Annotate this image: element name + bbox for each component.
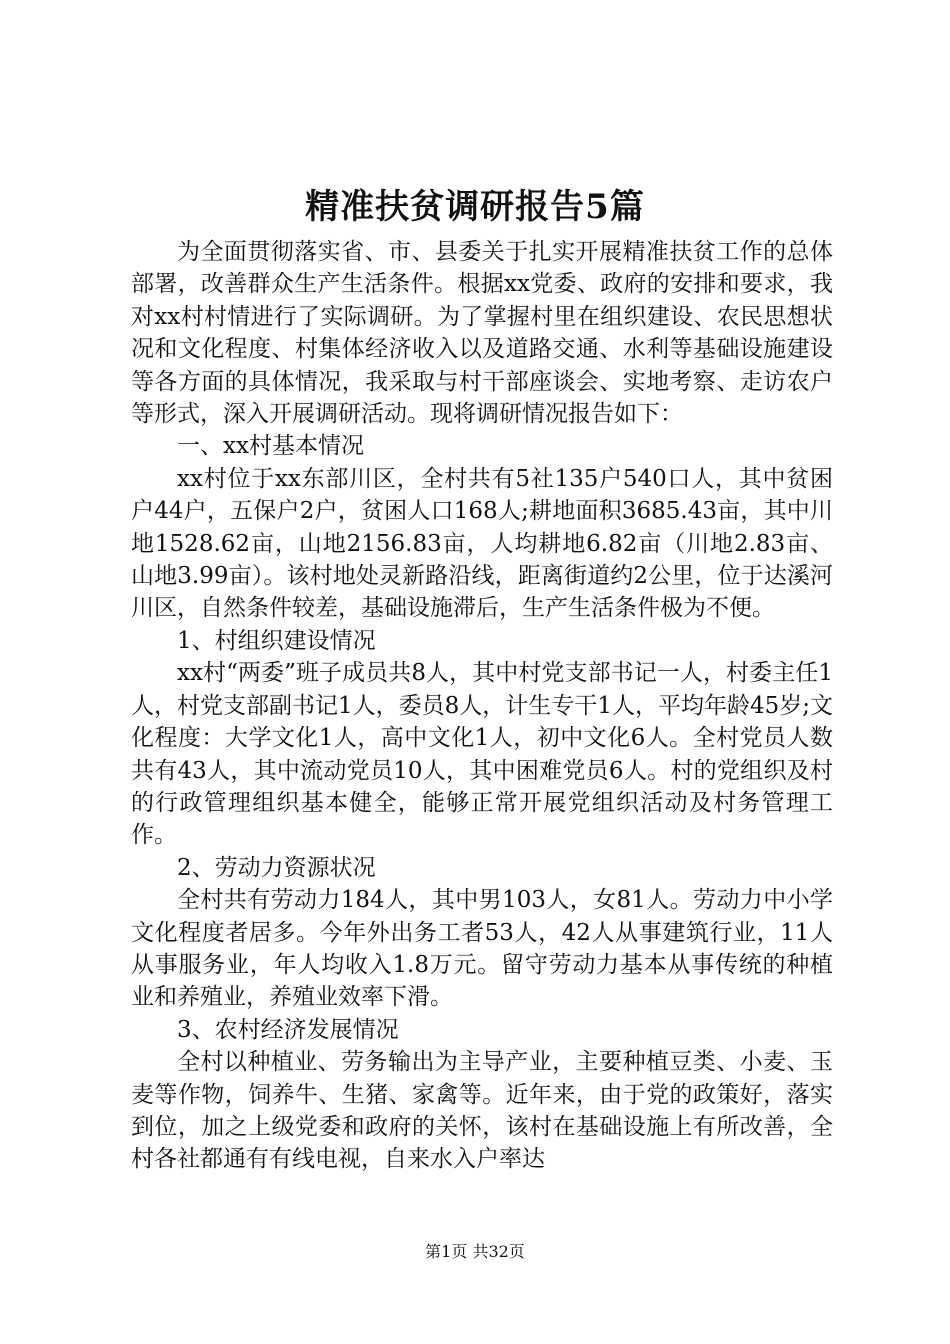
economy-paragraph: 全村以种植业、劳务输出为主导产业，主要种植豆类、小麦、玉麦等作物，饲养牛、生猪、家禽等。近年来，由于党的政策好，落实到位，加之上级党委和政府的关怀，该村在基础设施上有所改善，全村各社都通有有线电视，自来水入户率达 [131, 1049, 833, 1173]
organization-paragraph: xx村“两委”班子成员共8人，其中村党支部书记一人，村委主任1人，村党支部副书记1人，委员8人，计生专干1人，平均年龄45岁;文化程度：大学文化1人，高中文化1人，初中文化6人。全村党员人数共有43人，其中流动党员10人，其中困难党员6人。村的党组织及村的行政管理组织基本健全，能够正常开展党组织活动及村务管理工作。 [131, 660, 833, 849]
page-number-footer: 第1页 共32页 [425, 1242, 525, 1261]
document-body [131, 236, 833, 1176]
document-title: 精准扶贫调研报告5篇 [305, 187, 645, 227]
basic-info-paragraph: xx村位于xx东部川区，全村共有5社135户540口人，其中贫困户44户，五保户2户，贫困人口168人;耕地面积3685.43亩，其中川地1528.62亩，山地2156.83亩，人均耕地6.82亩（川地2.83亩、山地3.99亩）。该村地处灵新路沿线，距离街道约2公里，位于达溪河川区，自然条件较差，基础设施滞后，生产生活条件极为不便。 [131, 465, 833, 622]
section-heading-labor: 2、劳动力资源状况 [177, 854, 376, 881]
section-heading-economy: 3、农村经济发展情况 [177, 1016, 399, 1043]
labor-paragraph: 全村共有劳动力184人，其中男103人，女81人。劳动力中小学文化程度者居多。今年外出务工者53人，42人从事建筑行业，11人从事服务业，年人均收入1.8万元。留守劳动力基本从事传统的种植业和养殖业，养殖业效率下滑。 [131, 887, 833, 1011]
section-heading-organization: 1、村组织建设情况 [177, 627, 376, 654]
section-heading-basic-info: 一、xx村基本情况 [177, 433, 364, 460]
intro-paragraph: 为全面贯彻落实省、市、县委关于扎实开展精准扶贫工作的总体部署，改善群众生产生活条件。根据xx党委、政府的安排和要求，我对xx村村情进行了实际调研。为了掌握村里在组织建设、农民思想状况和文化程度、村集体经济收入以及道路交通、水利等基础设施建设等各方面的具体情况，我采取与村干部座谈会、实地考察、走访农户等形式，深入开展调研活动。现将调研情况报告如下： [131, 239, 833, 428]
